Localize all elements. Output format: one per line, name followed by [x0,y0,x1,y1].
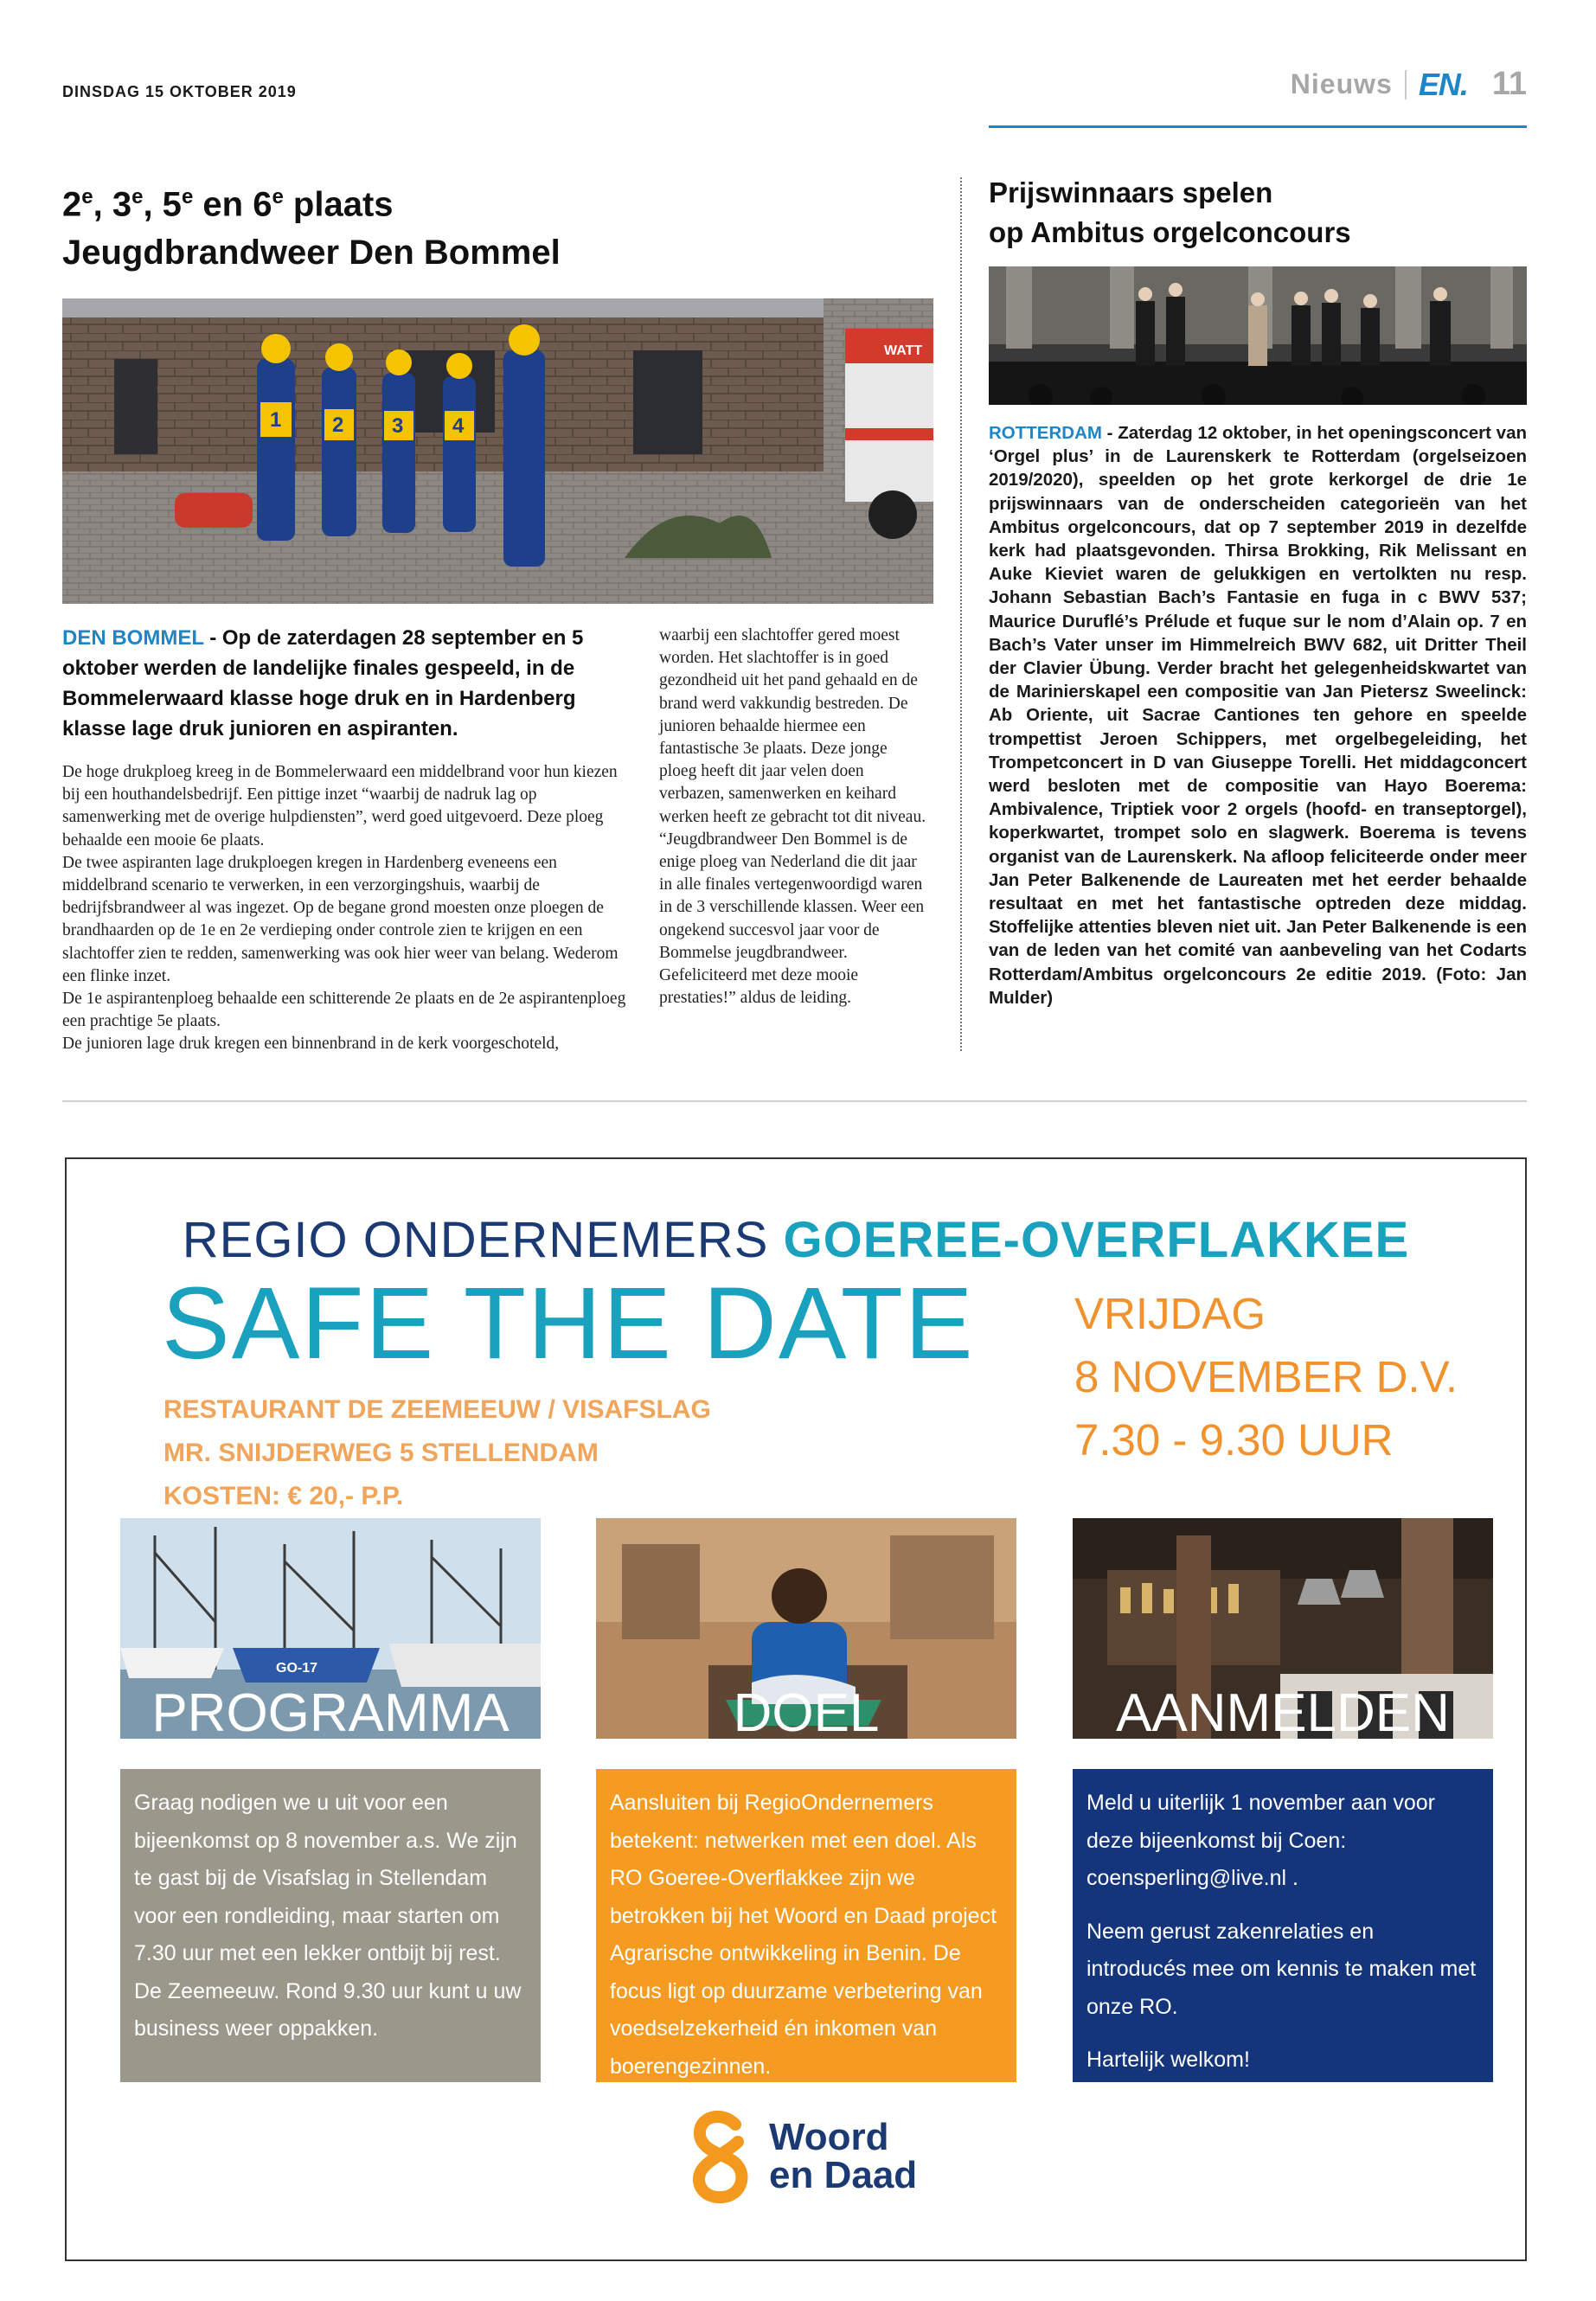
title-text: plaats [283,185,394,224]
svg-text:2: 2 [332,413,344,437]
save-the-date-title: SAFE THE DATE [162,1266,975,1381]
article-body-column-1 [62,761,633,1056]
event-date [1074,1282,1458,1471]
doel-box [596,1769,1016,2082]
newspaper-logo: EN. [1418,66,1468,102]
title-sup: e [131,185,144,208]
header-masthead [1291,66,1527,103]
tailor-photo [596,1518,1016,1739]
programma-text: Graag nodigen we u uit voor een bijeenkomst op 8 november a.s. We zijn te gast bij de Visafslag in Stellendam voor een rondleiding, maar starten om 7.30 uur met een lekker ontbijt bij rest. De Zeemeeuw. Rond 9.30 uur kunt u uw business weer oppakken. [134,1791,522,2041]
woord-en-daad-logo [688,2109,917,2204]
logo-text-line2: en Daad [769,2154,918,2196]
body-text: - Zaterdag 12 oktober, in het openingsconcert van ‘Orgel plus’ in de Laurenskerk te Rotterdam (orgelseizoen 2019/2020), speelden op het grote kerkorgel de drie 1e prijswinnaars van de onderscheiden categorieën van het Ambitus orgelconcours, dat op 7 september 2019 in dezelfde kerk had plaatsgevonden. Thirsa Brokking, Rik Melissant en Auke Kieviet waren de gelukkigen en vertolkten nu resp. Johann Sebastian Bach’s Fantasie en fuga in c BWV 537; Maurice Duruflé’s Prélude et fuque sur le nom d’Alain op. 7 en Bach’s Vater unser im Himmelreich BWV 682, uit Dritter Theil der Clavier Übung. Verder bracht het gelegenheidskwartet van de Marinierskapel een compositie van Jan Pietersz Sweelinck: Ab Oriente, uit Sacrae Cantiones ten gehore en speelde trompettist Jeroen Schippers, met orgelbegeleiding, het Trompetconcert in D van Giuseppe Torelli. Het middagconcert werd besloten met de compositie van Hayo Boerema: Ambivalence, Triptiek voor 2 orgels (hoofd- en transeptorgel), koperkwartet, trompet solo en slagwerk. Boerema is tevens organist van de Laurenskerk. Na afloop feliciteerde onder meer Jan Peter Balkenende de Laureaten met het eerder behaalde resultaat en met het fantastische optreden deze middag. Stoffelijke attenties bleven niet uit. Jan Peter Balkenende is een van de leden van het comité van aanbeveling van het Codarts Rotterdam/Ambitus orgelconcours 2e editie 2019. (Foto: Jan Mulder) [989,423,1527,1008]
venue-cost: KOSTEN: € 20,- P.P. [163,1482,404,1510]
title-text: , 3 [93,185,132,224]
title-text-line2: Jeugdbrandweer Den Bommel [62,234,561,272]
ad-heading-region: GOEREE-OVERFLAKKEE [783,1212,1410,1268]
title-text-line2: op Ambitus orgelconcours [989,216,1351,248]
event-date-text: 8 NOVEMBER D.V. [1074,1352,1458,1401]
concert-illustration [989,266,1527,405]
lead-text: - Op de zaterdagen 28 september en 5 oktober werden de landelijke finales gespeeld, in de Bommelerwaard klasse hoge druk en in Hardenberg klasse lage druk junioren en aspiranten. [62,626,584,740]
venue-address: MR. SNIJDERWEG 5 STELLENDAM [163,1439,599,1467]
concert-photo [989,266,1527,405]
article-title-orgelconcours [989,173,1525,253]
dateline-den-bommel: DEN BOMMEL [62,626,204,650]
aanmelden-text-2: Neem gerust zakenrelaties en introducés mee om kennis te maken met onze RO. [1086,1919,1477,2019]
title-text: 2 [62,185,82,224]
title-sup: e [272,185,284,208]
boat-number: GO-17 [276,1661,318,1676]
aanmelden-box [1073,1769,1493,2082]
title-sup: e [181,185,194,208]
ad-heading [67,1211,1525,1269]
article-body-column-2 [659,625,927,1009]
section-rule [62,1100,1527,1102]
body-text: De hoge drukploeg kreeg in de Bommelerwaard een middelbrand voor hun kiezen bij een houthandelsbedrijf. Een pittige inzet “waarbij de nadruk lag op samenwerking met de overige hulpdiensten”, werd goed uitgevoerd. Deze ploeg behaalde een mooie 6e plaats. De twee aspiranten lage drukploegen kregen in Hardenberg eveneens een middelbrand scenario te verwerken, in een verzorgingshuis, waarbij de bedrijfsbrandweer al was ingezet. Op de begane grond moesten onze ploegen de brandhaarden op de 1e en 2e verdieping onder controle zien te krijgen en een slachtoffer zien te redden, samenwerking was ook hier weer van belang. Wederom een flinke inzet. De 1e aspirantenploeg behaalde een schitterende 2e plaats en de 2e aspirantenploeg een prachtige 5e plaats. De junioren lage druk kregen een binnenbrand in de kerk voorgeschoteld, [62,763,626,1054]
section-name: Nieuws [1290,68,1393,99]
doel-text: Aansluiten bij RegioOndernemers betekent: netwerken met een doel. Als RO Goeree-Overflakkee zijn we betrokken bij het Woord en Daad project Agrarische ontwikkeling in Benin. De focus ligt op duurzame verbetering van voedselzekerheid én inkomen van boerengezinnen. [610,1791,997,2079]
event-time: 7.30 - 9.30 UUR [1074,1415,1394,1465]
venue-name: RESTAURANT DE ZEEMEEUW / VISAFSLAG [163,1395,711,1424]
woord-en-daad-wordmark [769,2118,917,2195]
programma-box [120,1769,541,2082]
truck-lettering: WATT [884,343,923,358]
aanmelden-text-1: Meld u uiterlijk 1 november aan voor deze bijeenkomst bij Coen: coensperling@live.nl . [1086,1791,1435,1890]
title-sup: e [81,185,93,208]
issue-date: DINSDAG 15 OKTOBER 2019 [62,83,297,100]
title-text: en 6 [193,185,272,224]
concert-article-body [989,421,1527,1009]
article-title-jeugdbrandweer [62,173,927,277]
column-label-programma: PROGRAMMA [151,1683,510,1739]
venue-details [163,1388,711,1518]
title-text: Prijswinnaars spelen [989,176,1273,208]
header-separator [1405,70,1407,99]
dateline-rotterdam: ROTTERDAM [989,423,1102,443]
harbor-photo [120,1518,541,1739]
ampersand-logo-icon [688,2109,757,2204]
logo-text-line1: Woord [769,2116,889,2158]
page-number: 11 [1491,66,1527,102]
header-rule [989,125,1527,128]
ad-heading-part1: REGIO ONDERNEMERS [182,1212,784,1268]
svg-text:3: 3 [392,414,404,438]
body-text: waarbij een slachtoffer gered moest worden. Het slachtoffer is in goed gezondheid uit het pand gehaald en de brand werd vakkundig bestreden. De junioren behaalde hiermee een fantastische 3e plaats. Deze jonge ploeg heeft dit jaar velen doen verbazen, samenwerken en keihard werken heeft ze gebracht tot dit niveau. “Jeugdbrandweer Den Bommel is de enige ploeg van Nederland die dit jaar in alle finales vertegenwoordigd waren in de 3 verschillende klassen. Weer een ongekend succesvol jaar voor de Bommelse jeugdbrandweer. Gefeliciteerd met deze mooie prestaties!” aldus de leiding. [659,626,926,1008]
title-text: , 5 [143,185,182,224]
regio-ondernemers-ad [65,1157,1527,2261]
article-lead [62,623,625,744]
column-divider [960,177,962,1051]
restaurant-photo [1073,1518,1493,1739]
firefighters-illustration [62,298,933,604]
column-label-doel: DOEL [733,1683,880,1739]
svg-text:4: 4 [452,414,465,438]
svg-text:1: 1 [270,408,282,432]
event-day: VRIJDAG [1074,1289,1266,1338]
firefighters-photo [62,298,933,604]
aanmelden-text-3: Hartelijk welkom! [1086,2048,1250,2072]
column-label-aanmelden: AANMELDEN [1116,1683,1450,1739]
